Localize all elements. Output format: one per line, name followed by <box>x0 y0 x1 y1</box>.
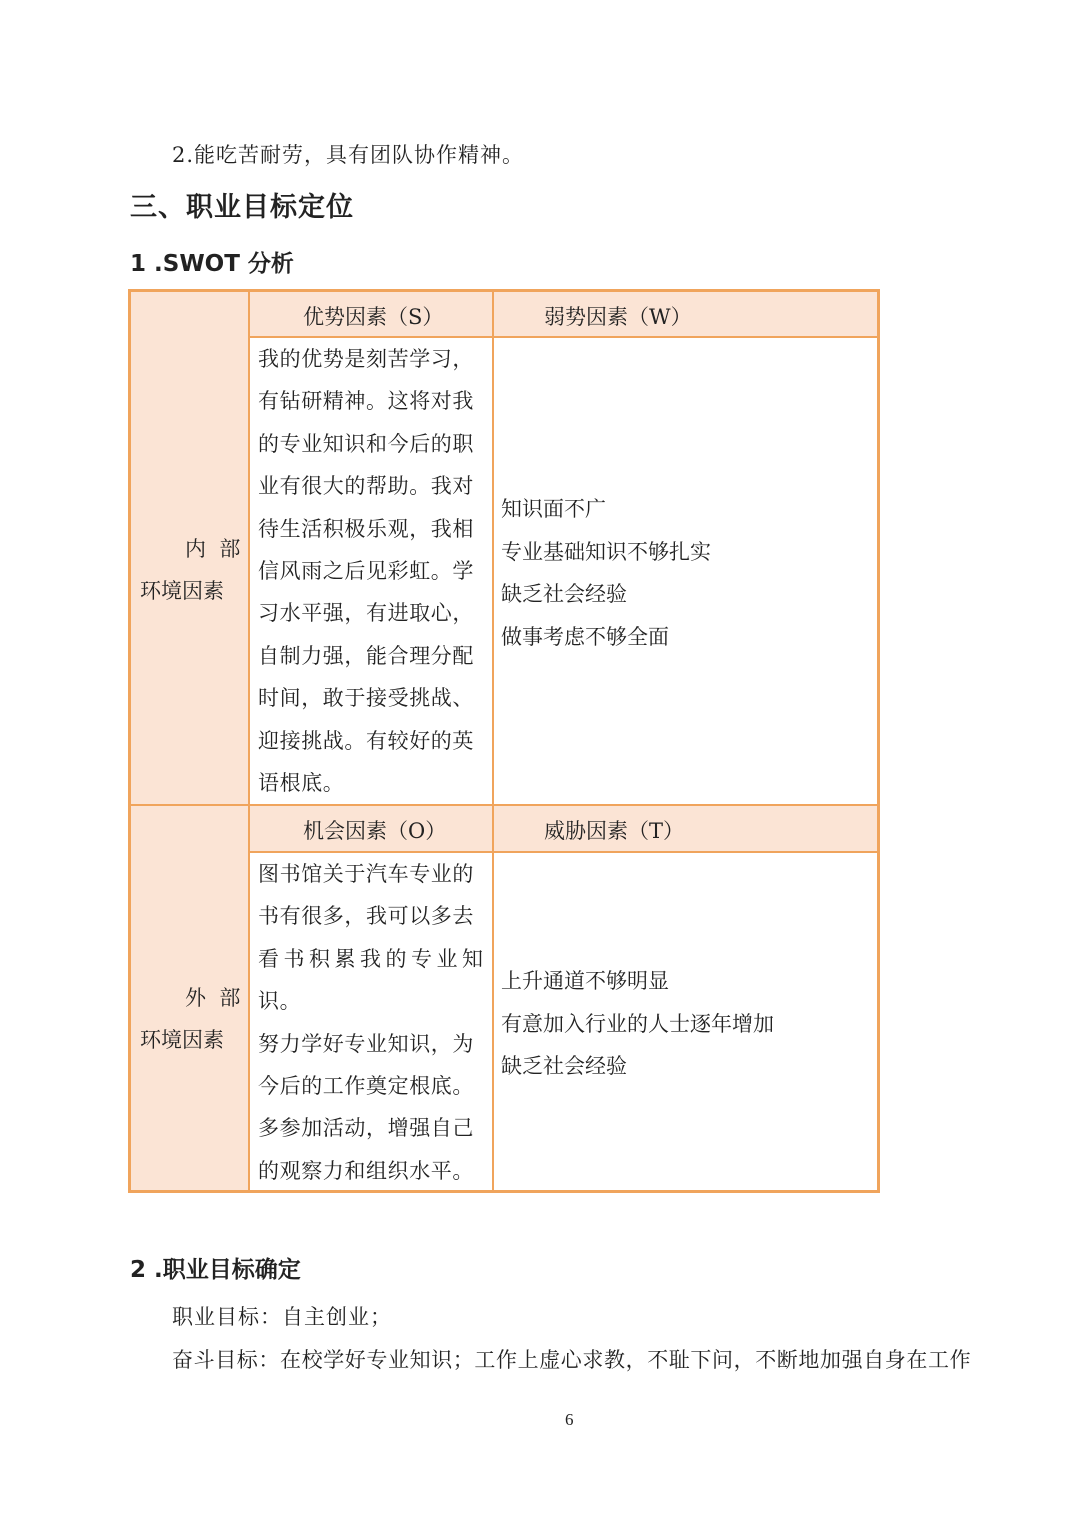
external-label-line2: 环境因素 <box>140 1028 224 1052</box>
swot-subtitle: 1 .SWOT 分析 <box>130 251 294 277</box>
page-number: 6 <box>565 1410 574 1429</box>
swot-table <box>128 289 880 1193</box>
threats-line: 上升通道不够明显 <box>501 969 669 993</box>
opportunities-header: 机会因素（O） <box>303 819 447 843</box>
strengths-line: 语根底。 <box>258 771 345 796</box>
threats-line: 缺乏社会经验 <box>501 1054 627 1078</box>
goal-line: 职业目标：自主创业； <box>172 1305 392 1329</box>
opportunities-line: 书有很多，我可以多去 <box>258 904 474 929</box>
opportunities-line: 的观察力和组织水平。 <box>258 1158 474 1183</box>
opportunities-line: 努力学好专业知识，为 <box>258 1031 474 1056</box>
strengths-line: 有钻研精神。这将对我 <box>258 389 474 414</box>
opportunities-line: 图书馆关于汽车专业的 <box>258 862 474 886</box>
strengths-line: 的专业知识和今后的职 <box>258 431 474 456</box>
opportunities-line: 今后的工作奠定根底。 <box>258 1074 474 1099</box>
opportunities-line: 多参加活动，增强自己 <box>258 1116 474 1141</box>
grid-line <box>131 804 877 806</box>
section-title: 三、职业目标定位 <box>130 192 354 223</box>
external-label <box>140 977 240 1061</box>
strengths-line: 我的优势是刻苦学习， <box>258 347 474 371</box>
weaknesses-line: 做事考虑不够全面 <box>501 624 669 649</box>
goal-subtitle: 2 .职业目标确定 <box>130 1257 301 1283</box>
weaknesses-header: 弱势因素（W） <box>544 305 692 329</box>
weaknesses-line: 专业基础知识不够扎实 <box>501 539 711 564</box>
threats-line: 有意加入行业的人士逐年增加 <box>501 1011 774 1036</box>
opportunities-line: 看书积累我的专业知 <box>258 946 488 971</box>
strengths-line: 迎接挑战。有较好的英 <box>258 728 474 753</box>
threats-text <box>501 960 774 1088</box>
strengths-header: 优势因素（S） <box>303 305 444 329</box>
weaknesses-line: 知识面不广 <box>501 497 606 521</box>
struggle-line: 奋斗目标：在校学好专业知识；工作上虚心求教，不耻下问，不断地加强自身在工作 <box>172 1348 972 1372</box>
internal-label-line1: 内 部 <box>185 537 241 561</box>
opportunities-text <box>258 853 488 1192</box>
internal-label-line2: 环境因素 <box>140 579 224 603</box>
strengths-text <box>258 338 474 804</box>
internal-label <box>140 528 240 612</box>
weaknesses-line: 缺乏社会经验 <box>501 582 627 606</box>
opportunities-line: 识。 <box>258 989 302 1014</box>
strengths-line: 自制力强，能合理分配 <box>258 643 474 668</box>
grid-line <box>492 292 494 1190</box>
strengths-line: 信风雨之后见彩虹。学 <box>258 559 474 584</box>
strengths-line: 习水平强，有进取心， <box>258 601 474 626</box>
grid-line <box>248 292 250 1190</box>
intro-line: 2.能吃苦耐劳，具有团队协作精神。 <box>172 143 525 167</box>
strengths-line: 业有很大的帮助。我对 <box>258 474 474 499</box>
strengths-line: 时间，敢于接受挑战、 <box>258 686 474 711</box>
external-label-line1: 外 部 <box>185 986 241 1010</box>
weaknesses-text <box>501 488 711 658</box>
strengths-line: 待生活积极乐观，我相 <box>258 516 474 541</box>
threats-header: 威胁因素（T） <box>544 819 685 843</box>
